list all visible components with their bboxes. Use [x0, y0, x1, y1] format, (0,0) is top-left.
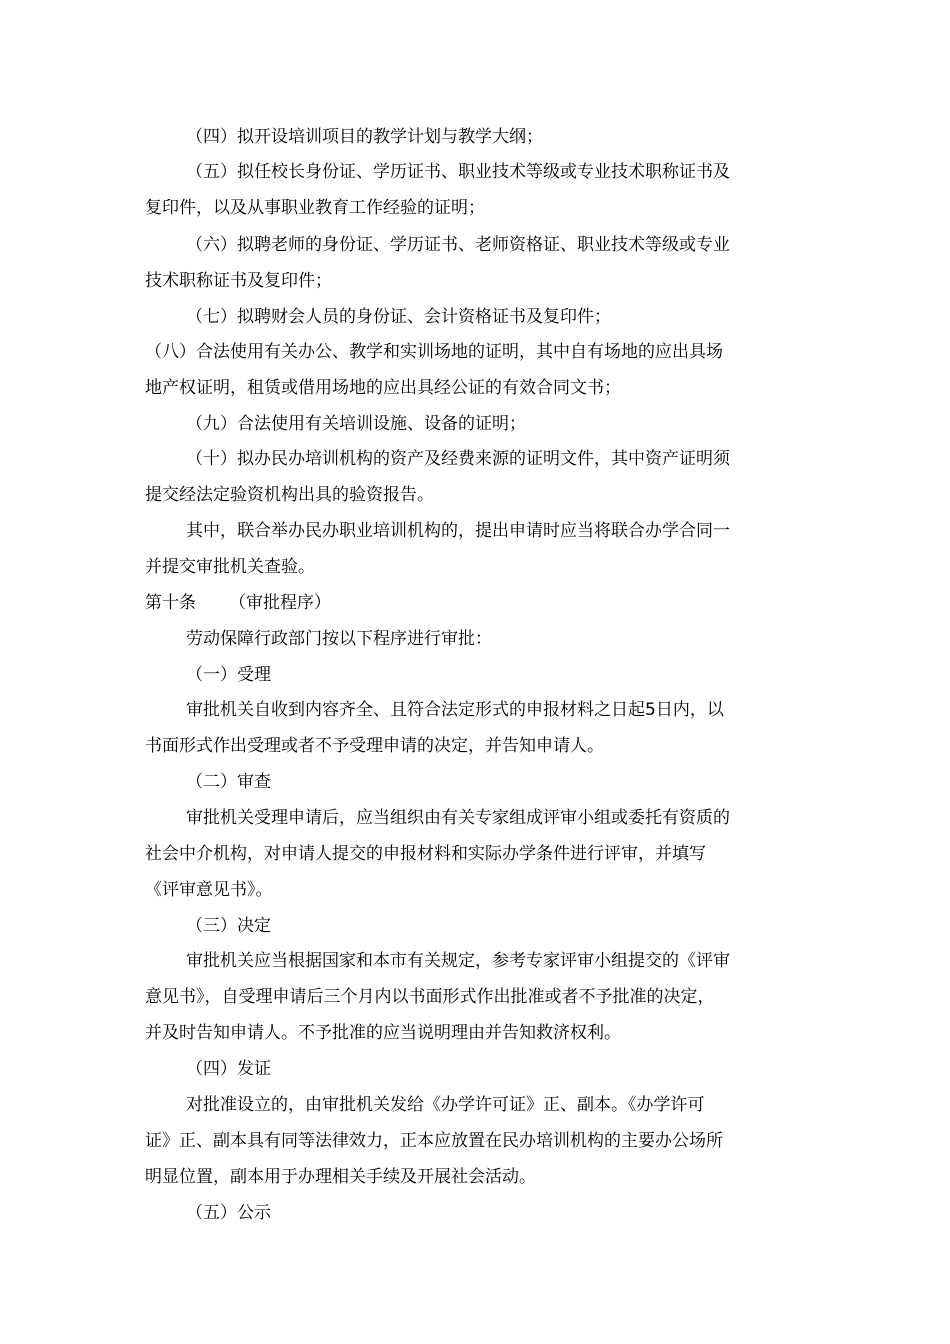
- text-line: 对批准设立的，由审批机关发给《办学许可证》正、副本。《办学许可: [186, 1095, 705, 1115]
- text-line: （一）受理: [186, 665, 271, 685]
- text-line: 证》正、副本具有同等法律效力，正本应放置在民办培训机构的主要办公场所: [145, 1131, 723, 1151]
- text-line: 社会中介机构，对申请人提交的申报材料和实际办学条件进行评审，并填写: [145, 844, 706, 864]
- article-title: （审批程序）: [229, 593, 331, 613]
- text-line: 提交经法定验资机构出具的验资报告。: [145, 485, 434, 505]
- text-line: 《评审意见书》。: [145, 880, 273, 900]
- text-line: （五）公示: [186, 1203, 271, 1223]
- text-line: （三）决定: [186, 916, 271, 936]
- text-line: 技术职称证书及复印件；: [145, 271, 332, 291]
- text-line: （二）审查: [186, 772, 271, 792]
- text-line: 明显位置，副本用于办理相关手续及开展社会活动。: [145, 1167, 536, 1187]
- text-line: 并提交审批机关查验。: [145, 557, 315, 577]
- text-line: 复印件，以及从事职业教育工作经验的证明；: [145, 198, 485, 218]
- text-line: 意见书》，自受理申请后三个月内以书面形式作出批准或者不予批准的决定，: [145, 987, 715, 1007]
- text-line: 并及时告知申请人。不予批准的应当说明理由并告知救济权利。: [145, 1023, 621, 1043]
- text-line: （十）拟办民办培训机构的资产及经费来源的证明文件，其中资产证明须: [186, 449, 730, 469]
- text-line: 书面形式作出受理或者不予受理申请的决定，并告知申请人。: [145, 736, 604, 756]
- text-line: 审批机关受理申请后，应当组织由有关专家组成评审小组或委托有资质的: [186, 808, 730, 828]
- text-line: （七）拟聘财会人员的身份证、会计资格证书及复印件；: [186, 307, 611, 327]
- text-line: （六）拟聘老师的身份证、学历证书、老师资格证、职业技术等级或专业: [186, 235, 730, 255]
- text-line: 审批机关应当根据国家和本市有关规定，参考专家评审小组提交的《评审: [186, 951, 730, 971]
- text-line: （九）合法使用有关培训设施、设备的证明；: [186, 414, 526, 434]
- article-number: 第十条: [145, 593, 196, 613]
- text-line: （四）发证: [186, 1059, 271, 1079]
- text-line: 其中，联合举办民办职业培训机构的，提出申请时应当将联合办学合同一: [186, 521, 730, 541]
- text-line: （五）拟任校长身份证、学历证书、职业技术等级或专业技术职称证书及: [186, 162, 730, 182]
- text-line: 劳动保障行政部门按以下程序进行审批：: [186, 629, 492, 649]
- text-line: 地产权证明，租赁或借用场地的应出具经公证的有效合同文书；: [145, 378, 621, 398]
- text-line: （八）合法使用有关办公、教学和实训场地的证明，其中自有场地的应出具场: [145, 342, 723, 362]
- text-line: 审批机关自收到内容齐全、且符合法定形式的申报材料之日起5日内，以: [186, 700, 724, 720]
- text-line: （四）拟开设培训项目的教学计划与教学大纲；: [186, 127, 543, 147]
